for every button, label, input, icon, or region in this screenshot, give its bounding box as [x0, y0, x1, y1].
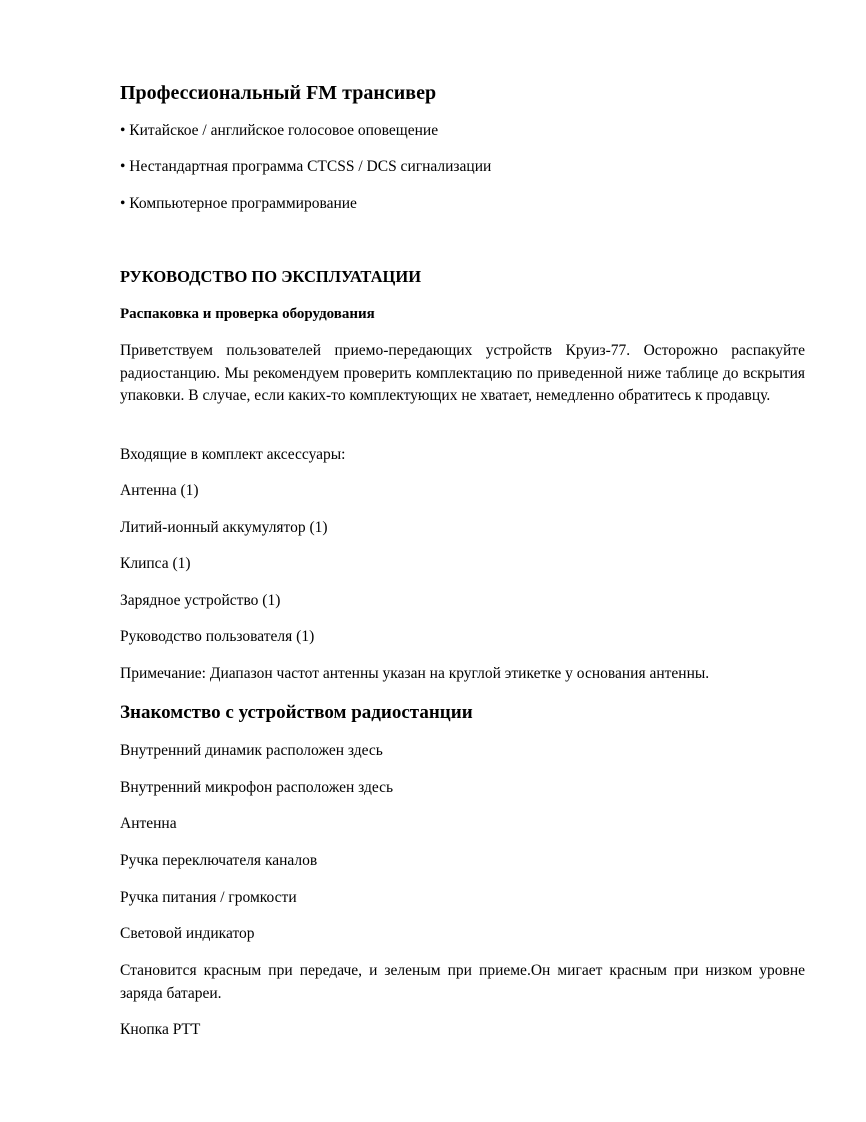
accessory-battery: Литий-ионный аккумулятор (1) [120, 519, 328, 536]
accessory-antenna: Антенна (1) [120, 482, 199, 499]
feature-ctcss-dcs: • Нестандартная программа CTCSS / DCS сигнализации [120, 158, 492, 175]
device-item-ptt-button: Кнопка PTT [120, 1021, 201, 1038]
accessory-user-manual: Руководство пользователя (1) [120, 628, 315, 645]
accessory-clip: Клипса (1) [120, 555, 191, 572]
unpacking-intro-paragraph: Приветствуем пользователей приемо-передающих устройств Круиз-77. Осторожно распакуйте радиостанцию. Мы рекомендуем проверить комплектацию по приведенной ниже таблице до вскрытия упаковки. В случае, если каких-то комплектующих не хватает, немедленно обратитесь к продавцу. [120, 342, 805, 404]
accessories-label: Входящие в комплект аксессуары: [120, 446, 346, 463]
feature-voice-prompt: • Китайское / английское голосовое оповещение [120, 122, 439, 139]
feature-pc-programming: • Компьютерное программирование [120, 195, 357, 212]
accessory-charger: Зарядное устройство (1) [120, 592, 281, 609]
indicator-description-paragraph: Становится красным при передаче, и зеленым при приеме.Он мигает красным при низком уровне заряда батареи. [120, 962, 805, 1002]
device-item-speaker: Внутренний динамик расположен здесь [120, 742, 383, 759]
manual-heading: РУКОВОДСТВО ПО ЭКСПЛУАТАЦИИ [120, 267, 422, 286]
device-overview-heading: Знакомство с устройством радиостанции [120, 702, 473, 723]
device-item-led-indicator: Световой индикатор [120, 925, 255, 942]
device-item-microphone: Внутренний микрофон расположен здесь [120, 779, 394, 796]
product-title: Профессиональный FM трансивер [120, 82, 437, 104]
device-item-power-volume-knob: Ручка питания / громкости [120, 889, 297, 906]
device-item-channel-knob: Ручка переключателя каналов [120, 852, 318, 869]
device-item-antenna: Антенна [120, 815, 177, 832]
unpacking-heading: Распаковка и проверка оборудования [120, 306, 375, 322]
antenna-frequency-note: Примечание: Диапазон частот антенны указан на круглой этикетке у основания антенны. [120, 665, 710, 682]
